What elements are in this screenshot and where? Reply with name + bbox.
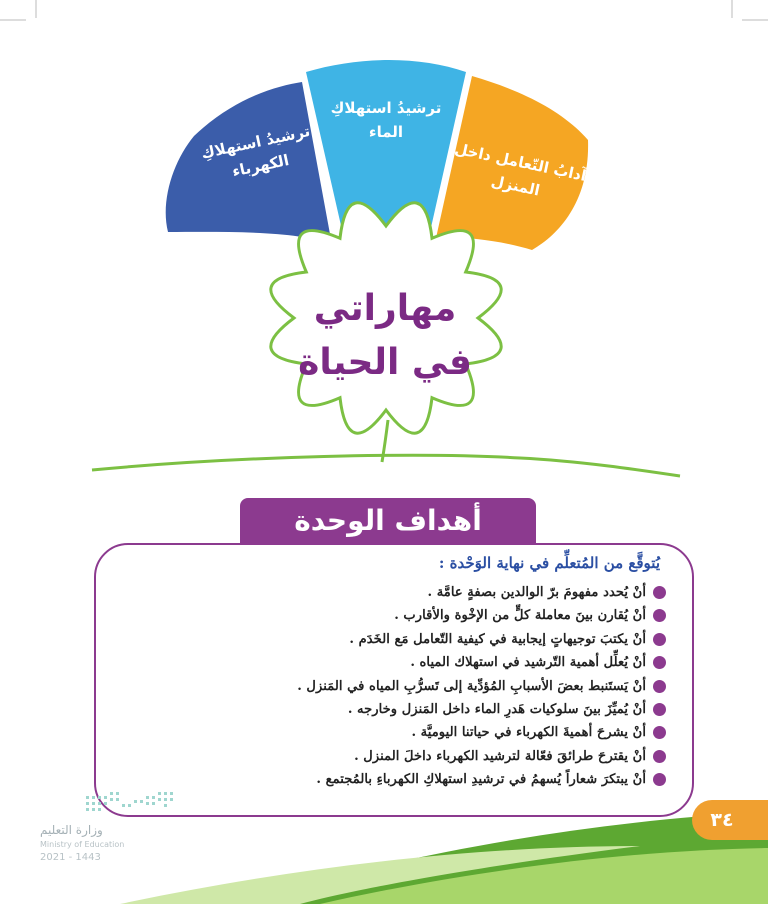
bullet-icon — [653, 633, 666, 646]
objective-item — [160, 721, 666, 744]
objective-text: أنْ يشرحَ أهميةَ الكهرباء في حياتنا اليوميَّة . — [411, 725, 646, 741]
petal-water-label: ترشيدُ استهلاكِ الماء — [330, 99, 442, 141]
objective-text: أنْ يُميِّزَ بينَ سلوكيات هَدرِ الماء داخل المَنزل وخارجه . — [347, 701, 646, 717]
page-number: ٣٤ — [710, 809, 734, 831]
objective-text: أنْ يبتكرَ شعاراً يُسهمُ في ترشيدِ استهلاكِ الكهرباءِ بالمُجتمع . — [316, 772, 646, 788]
objective-item — [160, 768, 666, 791]
objective-text: أنْ يُقارن بينَ معاملة كلٍّ من الإخْوة والأقارب . — [394, 608, 646, 624]
objectives-intro: يُتوقَّع من المُتعلِّم في نهاية الوَحْدة : — [438, 554, 660, 572]
bullet-icon — [653, 750, 666, 763]
bullet-icon — [653, 773, 666, 786]
objectives-list — [160, 581, 666, 792]
petal-manners-label: آدابُ التّعامل داخل المنزل — [452, 139, 589, 200]
bullet-icon — [653, 726, 666, 739]
objective-text: أنْ يَستَنبط بعضَ الأسبابِ المُؤدِّية إلى تَسرُّبِ المياه في المَنزل . — [297, 678, 646, 694]
objective-item — [160, 745, 666, 768]
ministry-name-ar: وزارة التعليم — [40, 823, 103, 837]
objective-text: أنْ يقترحَ طرائقَ فعّالة لترشيد الكهرباء داخلَ المنزل . — [354, 748, 646, 764]
ministry-year: 2021 - 1443 — [40, 852, 101, 863]
objectives-heading: أهداف الوحدة — [294, 504, 482, 537]
ministry-logo-icon — [84, 790, 176, 820]
objective-item — [160, 604, 666, 627]
objective-item — [160, 581, 666, 604]
crop-marks — [0, 0, 768, 20]
objective-item — [160, 675, 666, 698]
objective-item — [160, 698, 666, 721]
bullet-icon — [653, 656, 666, 669]
bullet-icon — [653, 586, 666, 599]
bullet-icon — [653, 609, 666, 622]
ministry-name-en: Ministry of Education — [40, 840, 125, 849]
bullet-icon — [653, 680, 666, 693]
objective-text: أنْ يكتبَ توجيهاتٍ إيجابية في كيفية التّعامل مَع الخَدَم . — [349, 631, 646, 647]
objective-item — [160, 628, 666, 651]
bullet-icon — [653, 703, 666, 716]
objective-item — [160, 651, 666, 674]
objective-text: أنْ يُحدد مفهومَ برّ الوالدين بصفةٍ عامَّة . — [427, 585, 646, 600]
page-title: مهاراتي في الحياة — [298, 288, 472, 383]
ground-line — [92, 455, 680, 476]
petal-electricity-label: ترشيدُ استهلاكِ الكهرباء — [199, 121, 312, 181]
objective-text: أنْ يُعلِّل أهمية التّرشيد في استهلاك المياه . — [410, 655, 646, 671]
